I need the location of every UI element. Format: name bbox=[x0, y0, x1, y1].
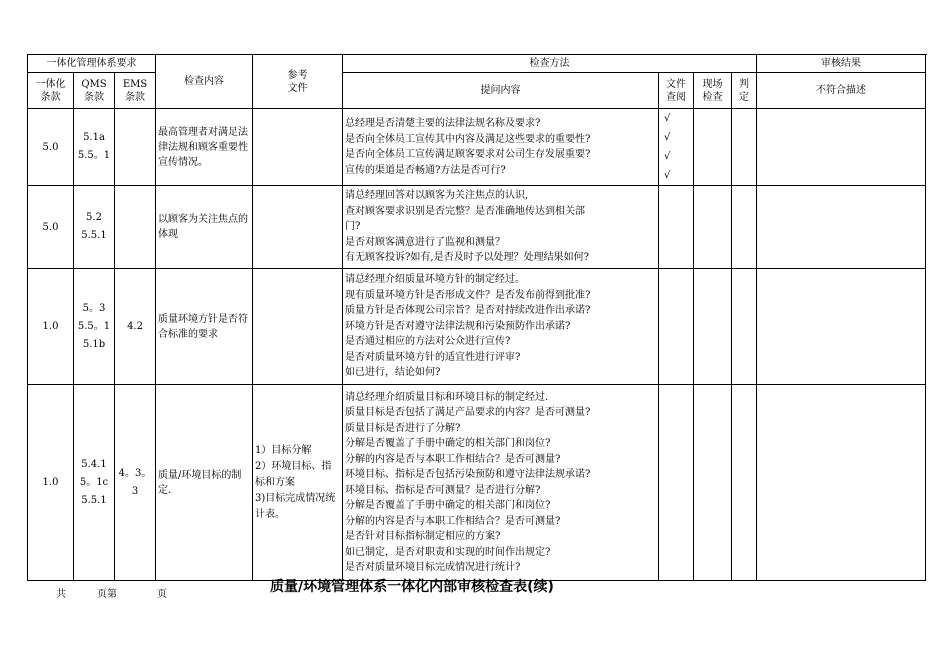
page-total-label: 共 bbox=[56, 589, 66, 600]
nonconformity-header: 不符合描述 bbox=[757, 73, 926, 109]
table-row bbox=[28, 269, 926, 385]
audit-checklist-table bbox=[27, 54, 926, 581]
nonconformity-cell[interactable] bbox=[757, 186, 926, 269]
question-list: 总经理是否清楚主要的法律法规名称及要求? 是否向全体员工宣传其中内容及满足这些要求的重要性? 是否向全体员工宣传满足顾客要求对公司生存发展重要? 宣传的渠道是否畅通?方法是否可行? bbox=[343, 109, 659, 186]
check-content: 质量环境方针是否符合标准的要求 bbox=[156, 269, 253, 385]
check-mark: √ bbox=[664, 151, 671, 162]
check-content: 以顾客为关注焦点的体现 bbox=[156, 186, 253, 269]
ems-clause-header: EMS 条款 bbox=[115, 73, 156, 109]
qms-clause: 5.4.1 5。1c 5.5.1 bbox=[74, 385, 115, 581]
reference-docs bbox=[253, 186, 343, 269]
req-group-header: 一体化管理体系要求 bbox=[28, 55, 156, 73]
site-check-cell[interactable] bbox=[694, 109, 732, 186]
ems-clause bbox=[115, 186, 156, 269]
header-row-1 bbox=[28, 55, 926, 73]
judgement-cell[interactable] bbox=[732, 109, 757, 186]
question-list: 请总经理介绍质量环境方针的制定经过。 现有质量环境方针是否形成文件？是否发布前得到批准? 质量方针是否体现公司宗旨？是否对持续改进作出承诺? 环境方针是否对遵守法律法规和污染预防作出承诺? 是否通过相应的方法对公众进行宣传? 是否对质量环境方针的适宜性进行评审? 如已进行，结论如何? bbox=[343, 269, 659, 385]
judgement-header: 判 定 bbox=[732, 73, 757, 109]
result-group-header: 审核结果 bbox=[757, 55, 926, 73]
document-title: 质量/环境管理体系一体化内部审核检查表(续) bbox=[270, 579, 554, 595]
judgement-cell[interactable] bbox=[732, 269, 757, 385]
ems-clause: 4.2 bbox=[115, 269, 156, 385]
judgement-cell[interactable] bbox=[732, 385, 757, 581]
reference-docs bbox=[253, 269, 343, 385]
doc-review-cell[interactable] bbox=[659, 385, 694, 581]
table-row bbox=[28, 186, 926, 269]
check-mark: √ bbox=[664, 170, 671, 181]
page-end-label: 页 bbox=[157, 589, 167, 600]
content-header: 检查内容 bbox=[156, 55, 253, 109]
nonconformity-cell[interactable] bbox=[757, 269, 926, 385]
qms-clause-header: QMS 条款 bbox=[74, 73, 115, 109]
ems-clause bbox=[115, 109, 156, 186]
table-row bbox=[28, 109, 926, 186]
integrated-clause-header: 一体化 条款 bbox=[28, 73, 74, 109]
qms-clause: 5.1a 5.5。1 bbox=[74, 109, 115, 186]
site-check-cell[interactable] bbox=[694, 385, 732, 581]
question-list: 请总经理回答对以顾客为关注焦点的认识, 查对顾客要求识别是否完整？是否准确地传达到相关部 门? 是否对顾客满意进行了监视和测量？ 有无顾客投诉?如有,是否及时予以处理？处理结果如何? bbox=[343, 186, 659, 269]
ems-clause: 4。3。 3 bbox=[115, 385, 156, 581]
judgement-cell[interactable] bbox=[732, 186, 757, 269]
qms-clause: 5.2 5.5.1 bbox=[74, 186, 115, 269]
table-row bbox=[28, 385, 926, 581]
integrated-clause: 1.0 bbox=[28, 385, 74, 581]
nonconformity-cell[interactable] bbox=[757, 109, 926, 186]
doc-review-cell[interactable] bbox=[659, 269, 694, 385]
ref-header: 参考 文件 bbox=[253, 55, 343, 109]
reference-docs: 1）目标分解 2）环境目标、指标和方案 3)目标完成情况统计表。 bbox=[253, 385, 343, 581]
check-content: 最高管理者对满足法律法规和顾客重要性宣传情况。 bbox=[156, 109, 253, 186]
doc-review-marks bbox=[659, 109, 694, 186]
check-mark: √ bbox=[664, 132, 671, 143]
integrated-clause: 5.0 bbox=[28, 109, 74, 186]
site-check-cell[interactable] bbox=[694, 186, 732, 269]
doc-review-header: 文件 查阅 bbox=[659, 73, 694, 109]
question-header: 提问内容 bbox=[343, 73, 659, 109]
page-current-label: 页第 bbox=[97, 589, 117, 600]
check-content: 质量/环境目标的制定. bbox=[156, 385, 253, 581]
method-group-header: 检查方法 bbox=[343, 55, 757, 73]
site-check-header: 现场 检查 bbox=[694, 73, 732, 109]
reference-docs bbox=[253, 109, 343, 186]
doc-review-cell[interactable] bbox=[659, 186, 694, 269]
qms-clause: 5。3 5.5。1 5.1b bbox=[74, 269, 115, 385]
nonconformity-cell[interactable] bbox=[757, 385, 926, 581]
integrated-clause: 5.0 bbox=[28, 186, 74, 269]
integrated-clause: 1.0 bbox=[28, 269, 74, 385]
site-check-cell[interactable] bbox=[694, 269, 732, 385]
question-list: 请总经理介绍质量目标和环境目标的制定经过. 质量目标是否包括了满足产品要求的内容？是否可测量? 质量目标是否进行了分解? 分解是否覆盖了手册中确定的相关部门和岗位? 分解的内容是否与本职工作相结合？是否可测量? 环境目标、指标是否包括污染预防和遵守法律法规承诺? 环境目标、指标是否可测量？是否进行分解? 分解是否覆盖了手册中确定的相关部门和岗位? 分解的内容是否与本职工作相结合？是否可测量? 是否针对目标指标制定相应的方案? 如已制定，是否对职责和实现的时间作出规定? 是否对质量环境目标完成情况进行统计? bbox=[343, 385, 659, 581]
check-mark: √ bbox=[664, 113, 671, 124]
